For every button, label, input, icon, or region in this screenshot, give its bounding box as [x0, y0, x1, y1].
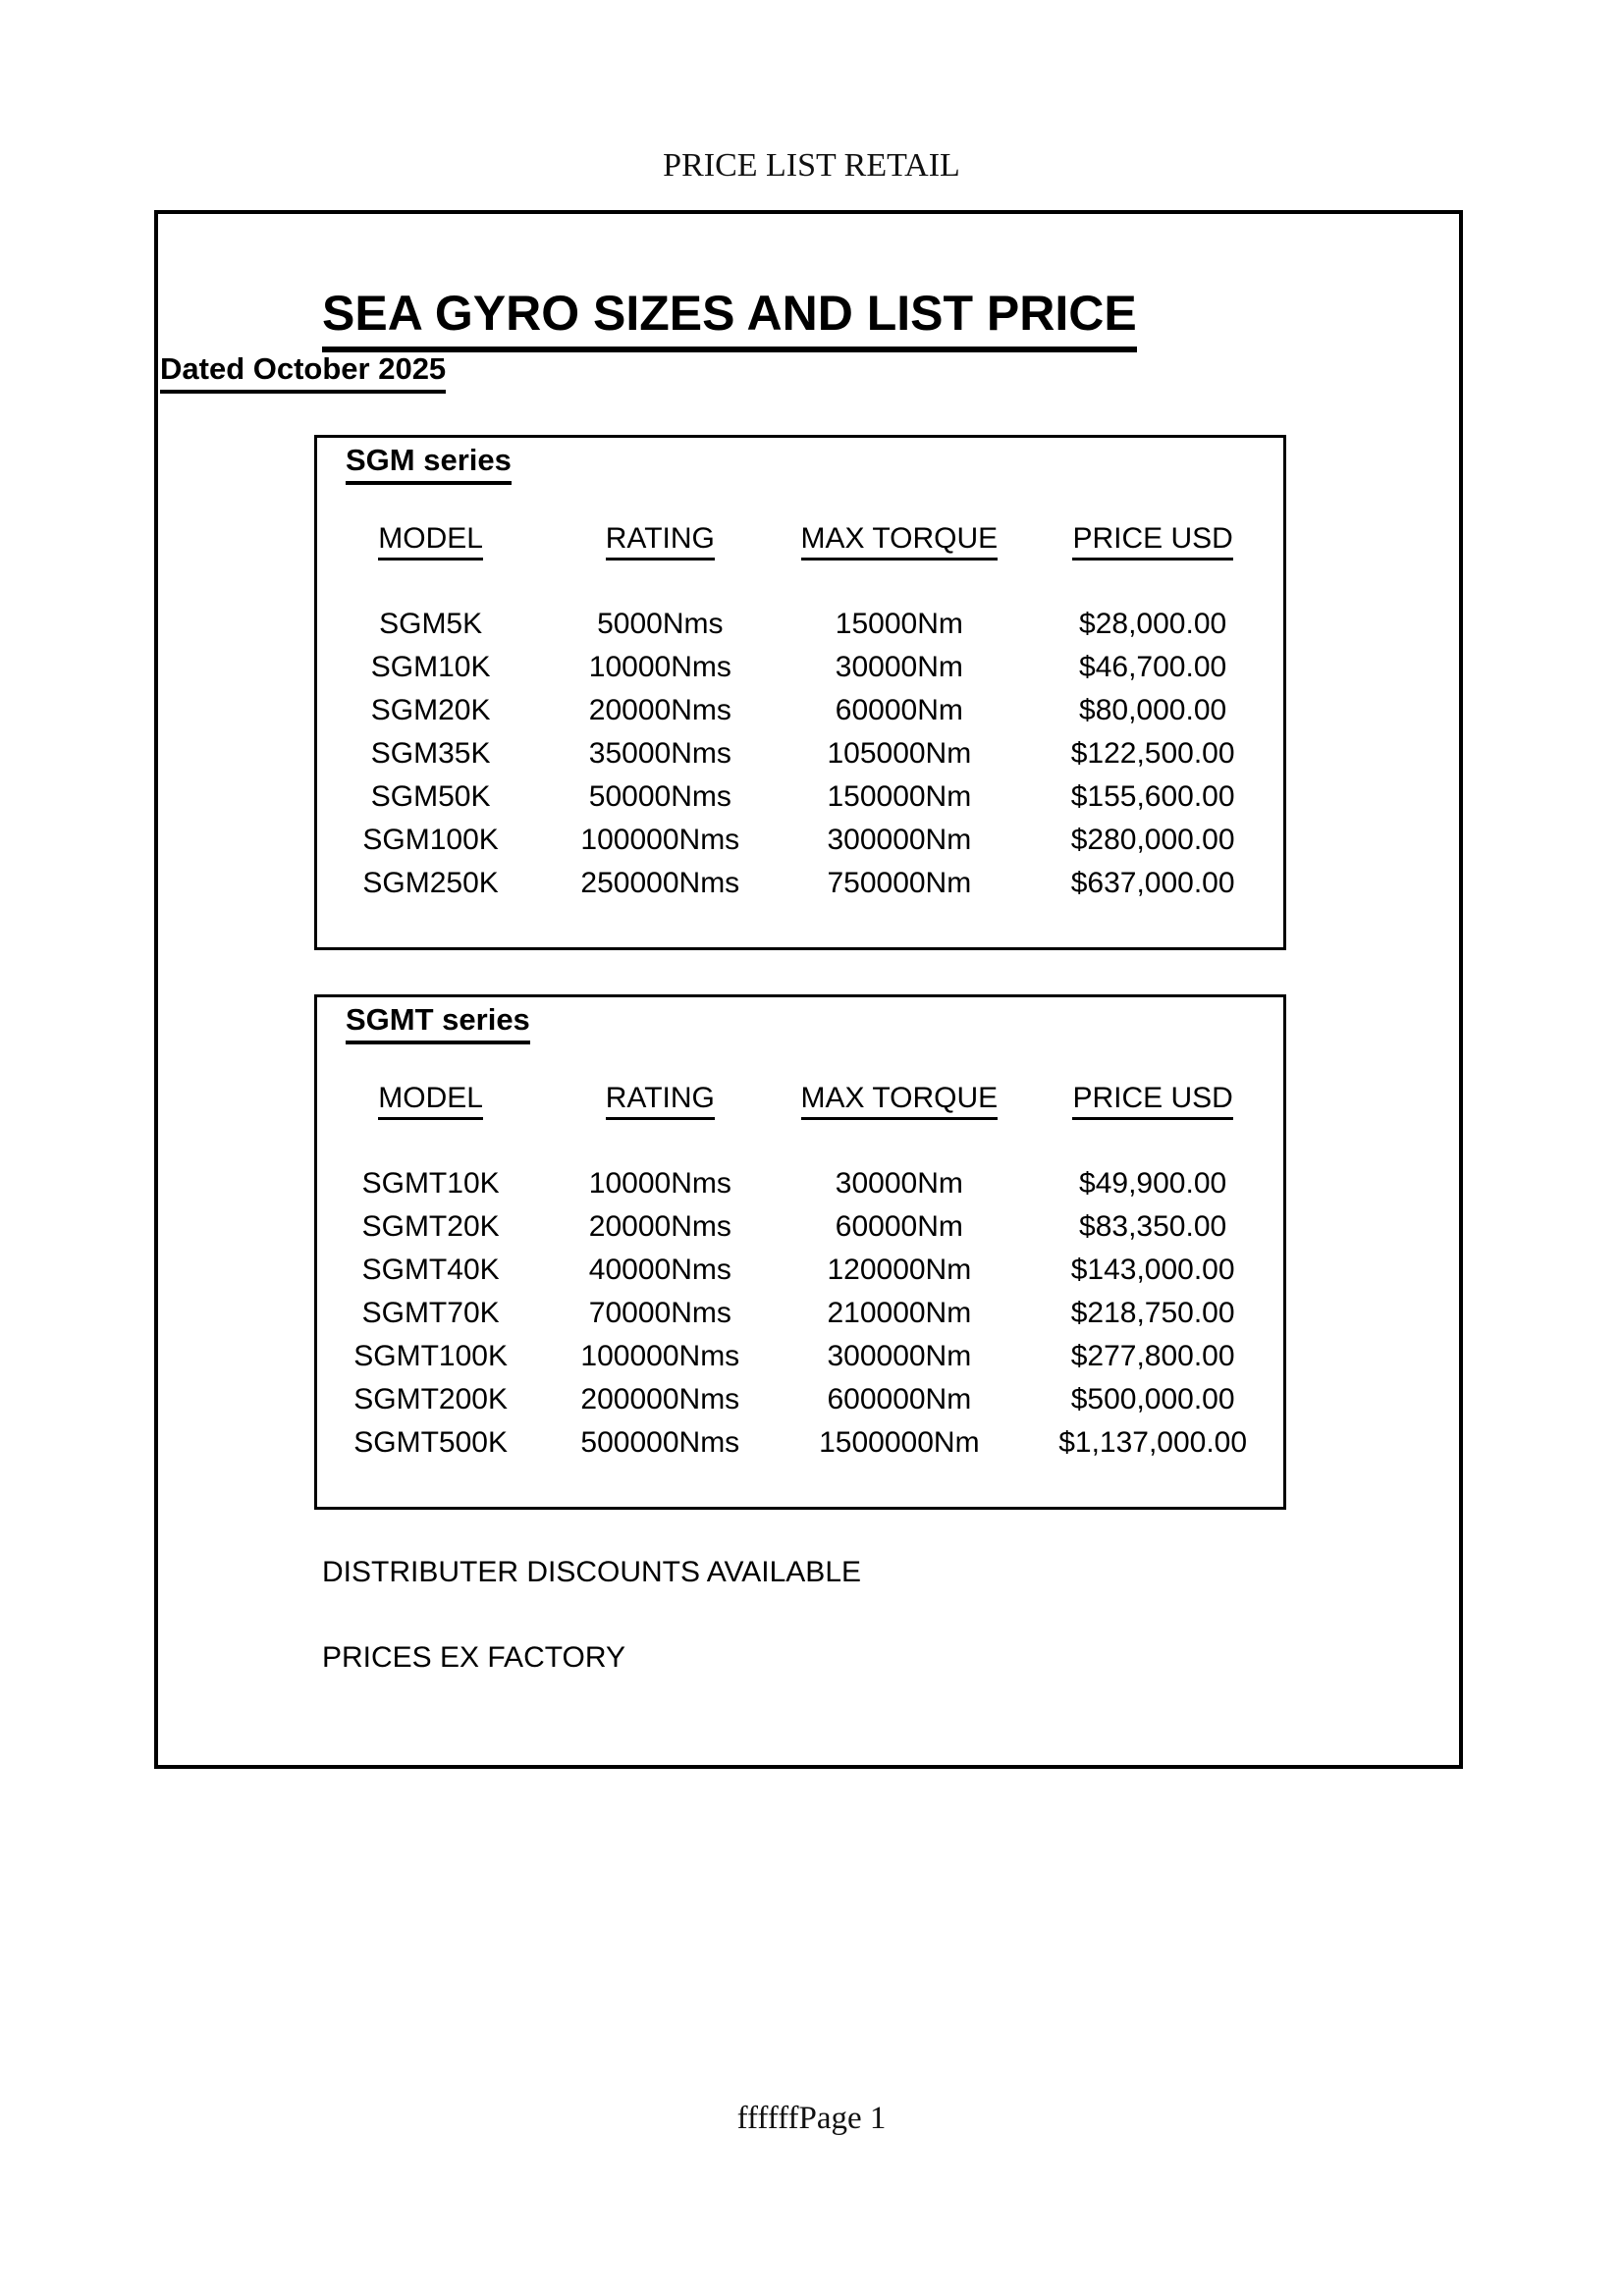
cell-rating: 100000Nms	[580, 1340, 740, 1372]
cell-rating: 20000Nms	[588, 694, 731, 726]
cell-max-torque: 300000Nm	[827, 1340, 972, 1372]
table-row	[317, 1292, 1283, 1335]
column-header-price-usd: PRICE USD	[1022, 1077, 1283, 1120]
document-title	[322, 285, 1137, 352]
cell-max-torque: 150000Nm	[827, 780, 972, 813]
sgmt-table-rows	[317, 1162, 1283, 1465]
cell-model: SGM50K	[370, 780, 491, 813]
cell-price: $637,000.00	[1070, 867, 1235, 899]
table-row	[317, 862, 1283, 905]
cell-price: $46,700.00	[1079, 651, 1227, 683]
cell-max-torque: 105000Nm	[827, 737, 972, 770]
note-distributer-discounts: DISTRIBUTER DISCOUNTS AVAILABLE	[322, 1556, 862, 1588]
cell-price: $218,750.00	[1070, 1297, 1235, 1329]
document-border-box	[154, 210, 1463, 1769]
cell-model: SGM5K	[379, 608, 483, 640]
cell-rating: 10000Nms	[588, 1167, 731, 1200]
cell-rating: 10000Nms	[588, 651, 731, 683]
cell-max-torque: 30000Nm	[835, 1167, 963, 1200]
column-header-model: MODEL	[317, 1077, 544, 1120]
cell-rating: 100000Nms	[580, 824, 740, 856]
column-header-rating: RATING	[544, 517, 776, 561]
dated-line	[160, 351, 446, 394]
note-prices-ex-factory: PRICES EX FACTORY	[322, 1641, 625, 1674]
cell-price: $143,000.00	[1070, 1254, 1235, 1286]
cell-model: SGMT40K	[361, 1254, 500, 1286]
table-row	[317, 603, 1283, 646]
cell-rating: 35000Nms	[588, 737, 731, 770]
cell-model: SGM20K	[370, 694, 491, 726]
column-header-max-torque: MAX TORQUE	[776, 517, 1022, 561]
cell-rating: 70000Nms	[588, 1297, 731, 1329]
sgmt-table-header-row	[317, 1077, 1283, 1120]
cell-max-torque: 120000Nm	[827, 1254, 972, 1286]
cell-price: $122,500.00	[1070, 737, 1235, 770]
cell-model: SGM35K	[370, 737, 491, 770]
cell-model: SGMT20K	[361, 1210, 500, 1243]
cell-model: SGM10K	[370, 651, 491, 683]
column-header-rating: RATING	[544, 1077, 776, 1120]
table-row	[317, 732, 1283, 775]
cell-price: $277,800.00	[1070, 1340, 1235, 1372]
cell-price: $155,600.00	[1070, 780, 1235, 813]
sgmt-series-box	[314, 994, 1286, 1510]
column-header-model: MODEL	[317, 517, 544, 561]
cell-max-torque: 60000Nm	[835, 694, 963, 726]
cell-price: $500,000.00	[1070, 1383, 1235, 1415]
cell-max-torque: 15000Nm	[835, 608, 963, 640]
table-row	[317, 1421, 1283, 1465]
table-row	[317, 646, 1283, 689]
table-row	[317, 689, 1283, 732]
cell-price: $83,350.00	[1079, 1210, 1227, 1243]
table-row	[317, 775, 1283, 819]
cell-rating: 500000Nms	[580, 1426, 740, 1459]
cell-model: SGMT500K	[353, 1426, 508, 1459]
table-row	[317, 1205, 1283, 1249]
sgm-table-rows	[317, 603, 1283, 905]
cell-price: $28,000.00	[1079, 608, 1227, 640]
table-row	[317, 1162, 1283, 1205]
cell-model: SGMT10K	[361, 1167, 500, 1200]
cell-price: $280,000.00	[1070, 824, 1235, 856]
dated-text: Dated October 2025	[160, 351, 446, 394]
cell-max-torque: 1500000Nm	[819, 1426, 980, 1459]
cell-model: SGM100K	[362, 824, 499, 856]
cell-max-torque: 750000Nm	[827, 867, 972, 899]
cell-max-torque: 60000Nm	[835, 1210, 963, 1243]
document-title-text: SEA GYRO SIZES AND LIST PRICE	[322, 285, 1137, 352]
cell-max-torque: 30000Nm	[835, 651, 963, 683]
cell-rating: 20000Nms	[588, 1210, 731, 1243]
cell-rating: 200000Nms	[580, 1383, 740, 1415]
cell-rating: 250000Nms	[580, 867, 740, 899]
column-header-price-usd: PRICE USD	[1022, 517, 1283, 561]
cell-max-torque: 600000Nm	[827, 1383, 972, 1415]
sgm-series-label: SGM series	[346, 443, 512, 485]
cell-rating: 40000Nms	[588, 1254, 731, 1286]
page-footer-text: ffffffPage 1	[736, 2101, 887, 2136]
cell-max-torque: 210000Nm	[827, 1297, 972, 1329]
cell-model: SGMT70K	[361, 1297, 500, 1329]
cell-model: SGMT100K	[353, 1340, 508, 1372]
cell-price: $1,137,000.00	[1058, 1426, 1248, 1459]
cell-rating: 50000Nms	[588, 780, 731, 813]
cell-rating: 5000Nms	[597, 608, 724, 640]
table-row	[317, 1249, 1283, 1292]
column-header-max-torque: MAX TORQUE	[776, 1077, 1022, 1120]
table-row	[317, 1378, 1283, 1421]
cell-price: $80,000.00	[1079, 694, 1227, 726]
sgm-series-box	[314, 435, 1286, 950]
cell-max-torque: 300000Nm	[827, 824, 972, 856]
sgm-table-header-row	[317, 517, 1283, 561]
cell-model: SGMT200K	[353, 1383, 508, 1415]
page-header-title: PRICE LIST RETAIL	[663, 147, 960, 184]
cell-price: $49,900.00	[1079, 1167, 1227, 1200]
cell-model: SGM250K	[362, 867, 499, 899]
sgmt-series-label: SGMT series	[346, 1002, 530, 1044]
table-row	[317, 819, 1283, 862]
table-row	[317, 1335, 1283, 1378]
